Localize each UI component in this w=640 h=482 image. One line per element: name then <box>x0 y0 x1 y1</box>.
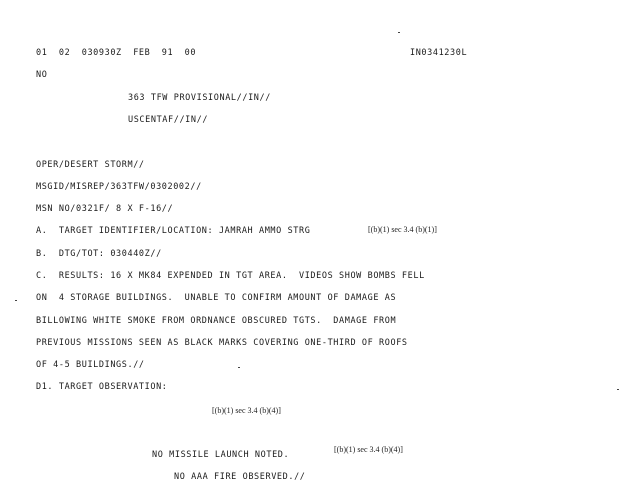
header-precedence: NO <box>36 70 48 80</box>
routing-from: 363 TFW PROVISIONAL//IN// <box>128 93 271 103</box>
item-a-target: A. TARGET IDENTIFIER/LOCATION: JAMRAH AMMO STRG <box>36 226 311 236</box>
missile-line: NO MISSILE LAUNCH NOTED. <box>152 450 290 460</box>
results-line: C. RESULTS: 16 X MK84 EXPENDED IN TGT AREA. VIDEOS SHOW BOMBS FELL <box>36 271 425 281</box>
header-dtg: 01 02 030930Z FEB 91 00 <box>36 48 197 58</box>
missile-redaction: [(b)(1) sec 3.4 (b)(4)] <box>334 445 403 454</box>
results-line: PREVIOUS MISSIONS SEEN AS BLACK MARKS COVERING ONE-THIRD OF ROOFS <box>36 338 408 348</box>
results-line: OF 4-5 BUILDINGS.// <box>36 360 145 370</box>
results-line: ON 4 STORAGE BUILDINGS. UNABLE TO CONFIRM AMOUNT OF DAMAGE AS <box>36 293 397 303</box>
header-message-id: IN0341230L <box>410 48 468 58</box>
scan-speck <box>15 300 17 301</box>
results-line: BILLOWING WHITE SMOKE FROM ORDNANCE OBSCURED TGTS. DAMAGE FROM <box>36 316 397 326</box>
msgid-line: MSGID/MISREP/363TFW/0302002// <box>36 182 202 192</box>
routing-to: USCENTAF//IN// <box>128 115 209 125</box>
oper-line: OPER/DESERT STORM// <box>36 160 145 170</box>
scan-speck <box>617 389 619 390</box>
aaa-line: NO AAA FIRE OBSERVED.// <box>174 472 306 482</box>
item-b-dtg: B. DTG/TOT: 030440Z// <box>36 249 162 259</box>
scan-speck <box>238 367 240 368</box>
msn-line: MSN NO/0321F/ 8 X F-16// <box>36 204 174 214</box>
item-a-redaction: [(b)(1) sec 3.4 (b)(1)] <box>368 225 437 234</box>
item-d1-observation: D1. TARGET OBSERVATION: <box>36 382 168 392</box>
scan-speck <box>398 32 400 33</box>
item-d1-redaction: [(b)(1) sec 3.4 (b)(4)] <box>212 406 281 415</box>
